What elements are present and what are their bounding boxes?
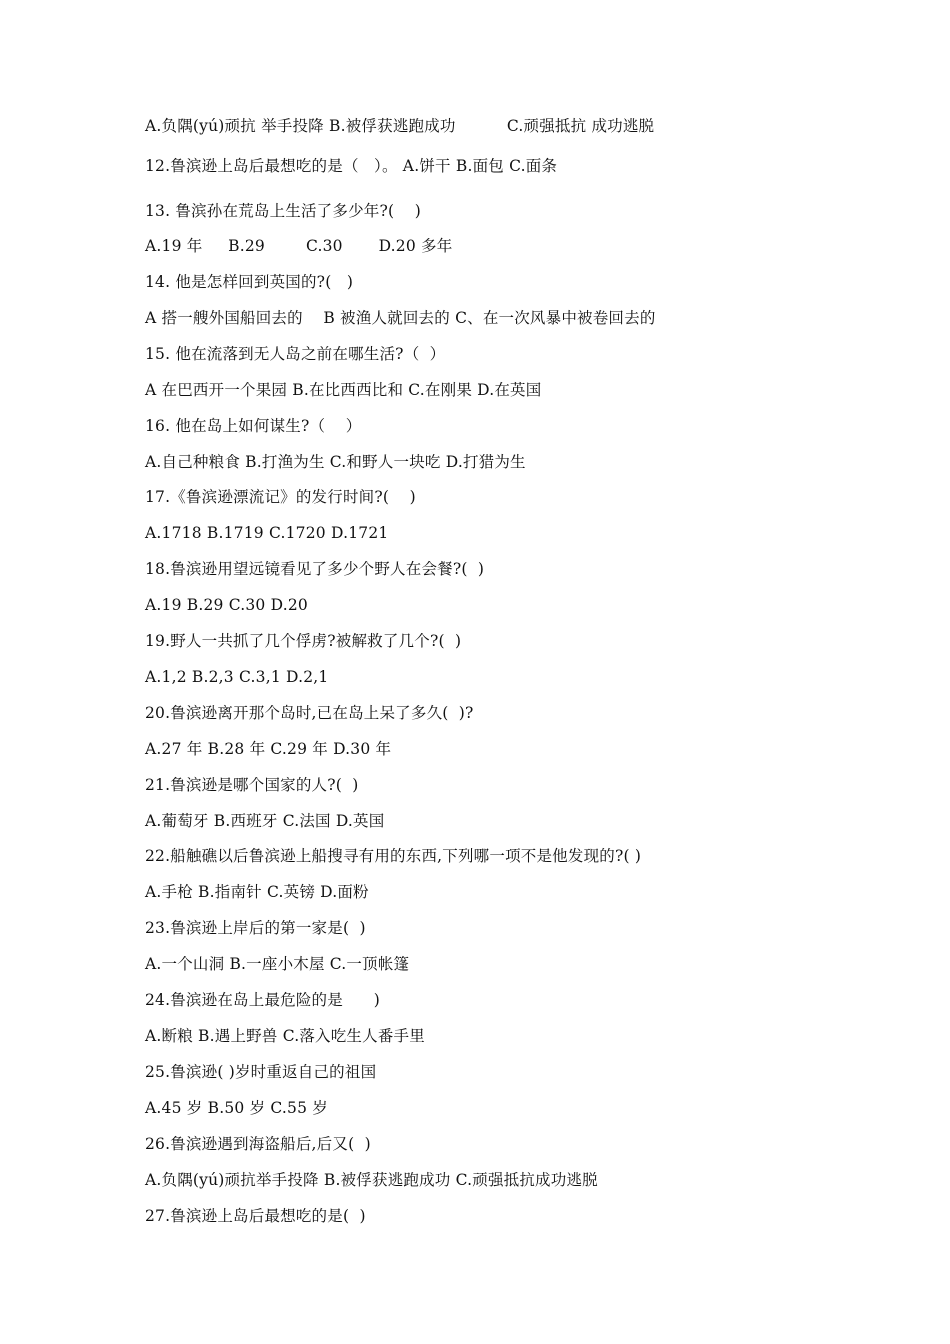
answer-options-13: A.19 年 B.29 C.30 D.20 多年	[145, 237, 453, 255]
question-23: 23.鲁滨逊上岸后的第一家是( )	[145, 919, 366, 937]
answer-options-15: A 在巴西开一个果园 B.在比西西比和 C.在刚果 D.在英国	[145, 381, 542, 399]
question-14: 14. 他是怎样回到英国的?( )	[145, 273, 354, 291]
question-19: 19.野人一共抓了几个俘虏?被解救了几个?( )	[145, 632, 462, 650]
answer-options-18: A.19 B.29 C.30 D.20	[145, 596, 308, 614]
question-25: 25.鲁滨逊( )岁时重返自己的祖国	[145, 1063, 377, 1081]
answer-options-22: A.手枪 B.指南针 C.英镑 D.面粉	[145, 883, 369, 901]
question-22: 22.船触礁以后鲁滨逊上船搜寻有用的东西,下列哪一项不是他发现的?( )	[145, 847, 642, 865]
answer-options-20: A.27 年 B.28 年 C.29 年 D.30 年	[145, 740, 392, 758]
question-27: 27.鲁滨逊上岛后最想吃的是( )	[145, 1207, 366, 1225]
question-13: 13. 鲁滨孙在荒岛上生活了多少年?( )	[145, 202, 421, 220]
question-12: 12.鲁滨逊上岛后最想吃的是（ ）。 A.饼干 B.面包 C.面条	[145, 157, 558, 175]
question-15: 15. 他在流落到无人岛之前在哪生活?（ ）	[145, 345, 446, 363]
answer-options-17: A.1718 B.1719 C.1720 D.1721	[145, 524, 389, 542]
question-18: 18.鲁滨逊用望远镜看见了多少个野人在会餐?( )	[145, 560, 485, 578]
question-21: 21.鲁滨逊是哪个国家的人?( )	[145, 776, 359, 794]
answer-options-11: A.负隅(yú)顽抗 举手投降 B.被俘获逃跑成功 C.顽强抵抗 成功逃脱	[145, 117, 655, 135]
answer-options-19: A.1,2 B.2,3 C.3,1 D.2,1	[145, 668, 329, 686]
answer-options-16: A.自己种粮食 B.打渔为生 C.和野人一块吃 D.打猎为生	[145, 453, 526, 471]
question-26: 26.鲁滨逊遇到海盗船后,后又( )	[145, 1135, 371, 1153]
answer-options-23: A.一个山洞 B.一座小木屋 C.一顶帐篷	[145, 955, 410, 973]
answer-options-24: A.断粮 B.遇上野兽 C.落入吃生人番手里	[145, 1027, 425, 1045]
answer-options-14: A 搭一艘外国船回去的 B 被渔人就回去的 C、在一次风暴中被卷回去的	[145, 309, 656, 327]
answer-options-26: A.负隅(yú)顽抗举手投降 B.被俘获逃跑成功 C.顽强抵抗成功逃脱	[145, 1171, 598, 1189]
question-17: 17.《鲁滨逊漂流记》的发行时间?( )	[145, 488, 416, 506]
question-16: 16. 他在岛上如何谋生?（ ）	[145, 417, 362, 435]
answer-options-25: A.45 岁 B.50 岁 C.55 岁	[145, 1099, 328, 1117]
answer-options-21: A.葡萄牙 B.西班牙 C.法国 D.英国	[145, 812, 385, 830]
question-24: 24.鲁滨逊在岛上最危险的是 )	[145, 991, 380, 1009]
question-20: 20.鲁滨逊离开那个岛时,已在岛上呆了多久( )?	[145, 704, 474, 722]
